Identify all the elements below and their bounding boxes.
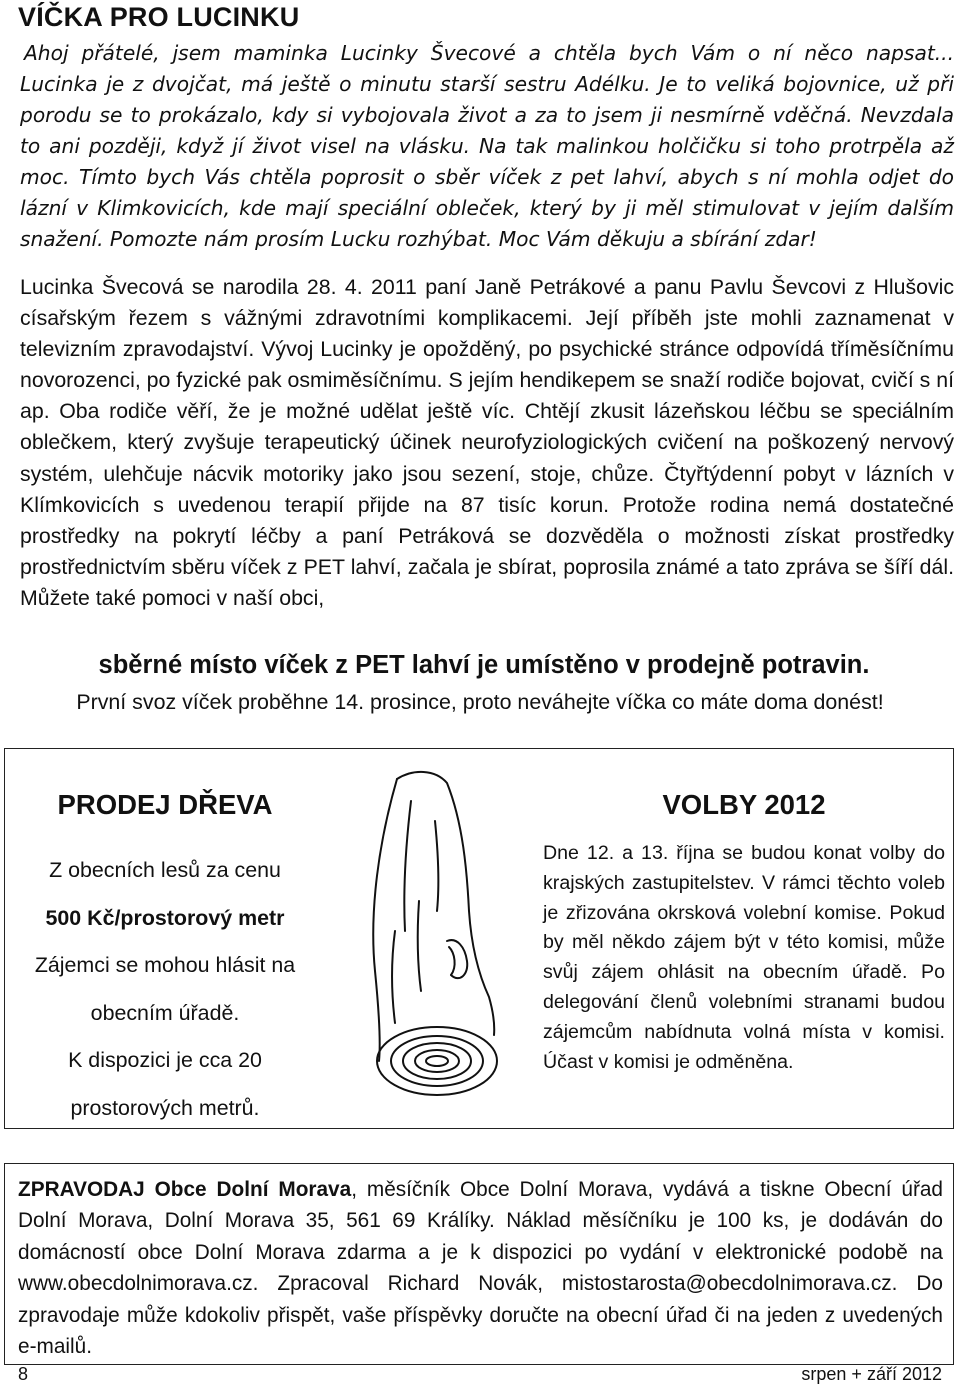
issue-label: srpen + září 2012 xyxy=(801,1364,942,1384)
wood-sale-title: PRODEJ DŘEVA xyxy=(57,789,273,820)
elections-text: Dne 12. a 13. října se budou konat volby do krajských zastupitelstev. V rámci těchto voleb je zřizována okrsková volební komise. Pokud by měl někdo zájem být v této komisi, může svůj zájem ohlásit na obecním úřadě. Po delegování členů volebními stranami budou zájemcům nabídnuta volná místa v komisi. Účast v komisi je odměněna. xyxy=(543,842,945,1073)
story-paragraph: Lucinka Švecová se narodila 28. 4. 2011 paní Janě Petrákové a panu Pavlu Ševcovi z Hlušovic císařským řezem s vážnými zdravotními komplikacemi. Její příběh jste mohli zaznamenat v televizním zpravodajství. Vývoj Lucinky je opožděný, po psychické stránce odpovídá tříměsíčnímu novorozenci, po fyzické pak osmiměsíčnímu. S jejím hendikepem se snaží rodiče bojovat, cvičí s ní ap. Oba rodiče věří, že je možné udělat ještě víc. Chtějí zkusit lázeňskou léčbu se speciálním oblečkem, který zvyšuje terapeutický účinek neurofyziologických cvičení na poškozený nervový systém, ulehčuje nácvik motoriky jako jsou sezení, stoje, chůze. Čtyřtýdenní pobyt v lázních v Klímkovicích s uvedenou terapií přijde na 87 tisíc korun. Protože rodina nemá dostatečné prostředky na pokrytí léčby a paní Petráková se dozvěděla o možnosti získat prostředky prostřednictvím sběru víček z PET lahví, začala je sbírat, poprosila známé a tato zpráva se šíří dál. Můžete také pomoci v naší obci, xyxy=(20,275,954,610)
notices-box xyxy=(4,748,954,1129)
collection-point-text: sběrné místo víček z PET lahví je umístěno v prodejně potravin. xyxy=(98,651,870,679)
wood-sale-panel xyxy=(15,787,315,1132)
page-number: 8 xyxy=(18,1364,29,1384)
colophon-body: , měsíčník Obce Dolní Morava, vydává a tiskne Obecní úřad Dolní Morava, Dolní Morava 35, 561 69 Králíky. Náklad měsíčníku je 100 ks, je dodáván do domácností obce Dolní Morava zdarma a je k dispozici po vydání v elektronické podobě na www.obecdolnimorava.cz. Zpracoval Richard Novák, mistostarosta@obecdolnimorava.cz. Do zpravodaje může kdokoliv přispět, vaše příspěvky doručte na obecní úřad či na jeden z uvedených e-mailů. xyxy=(18,1178,943,1359)
colophon-box xyxy=(4,1163,954,1365)
wood-sale-line: prostorových metrů. xyxy=(70,1095,260,1120)
elections-panel xyxy=(543,787,945,1077)
intro-paragraph: Ahoj přátelé, jsem maminka Lucinky Švecové a chtěla bych Vám o ní něco napsat... Lucinka je z dvojčat, má ještě o minutu starší sestru Adélku. Je to veliká bojovnice, už při porodu se to prokázalo, kdy si vybojovala život a za to jsem ji nesmírně vděčná. Nevzdala to ani později, když jí život visel na vlásku. Na tak malinkou holčičku si toho protrpěla až moc. Tímto bych Vás chtěla poprosit o sběr víček z pet lahví, abych s ní mohla odjet do lázní v Klimkovicích, kde mají speciální obleček, který by ji měl stimulovat v jejím dalším snažení. Pomozte nám prosím Lucku rozhýbat. Moc Vám děkuju a sbírání zdar! xyxy=(20,41,954,251)
first-collection-notice: První svoz víček proběhne 14. prosince, proto neváhejte víčka co máte doma donést! xyxy=(76,690,884,714)
intro-text xyxy=(20,38,954,255)
wood-sale-line: K dispozici je cca 20 xyxy=(68,1048,262,1072)
colophon-text xyxy=(18,1174,943,1362)
log-icon xyxy=(339,761,539,1103)
story-text xyxy=(20,272,954,614)
colophon-org: ZPRAVODAJ Obce Dolní Morava xyxy=(18,1178,352,1201)
wood-sale-line: Z obecních lesů za cenu xyxy=(49,858,281,882)
collection-point xyxy=(0,651,960,680)
wood-sale-line: obecním úřadě. xyxy=(90,1000,240,1025)
wood-sale-price: 500 Kč/prostorový metr xyxy=(45,905,285,930)
wood-sale-line: Zájemci se mohou hlásit na xyxy=(34,953,296,977)
article-title: VÍČKA PRO LUCINKU xyxy=(18,2,300,32)
elections-title: VOLBY 2012 xyxy=(662,789,826,820)
